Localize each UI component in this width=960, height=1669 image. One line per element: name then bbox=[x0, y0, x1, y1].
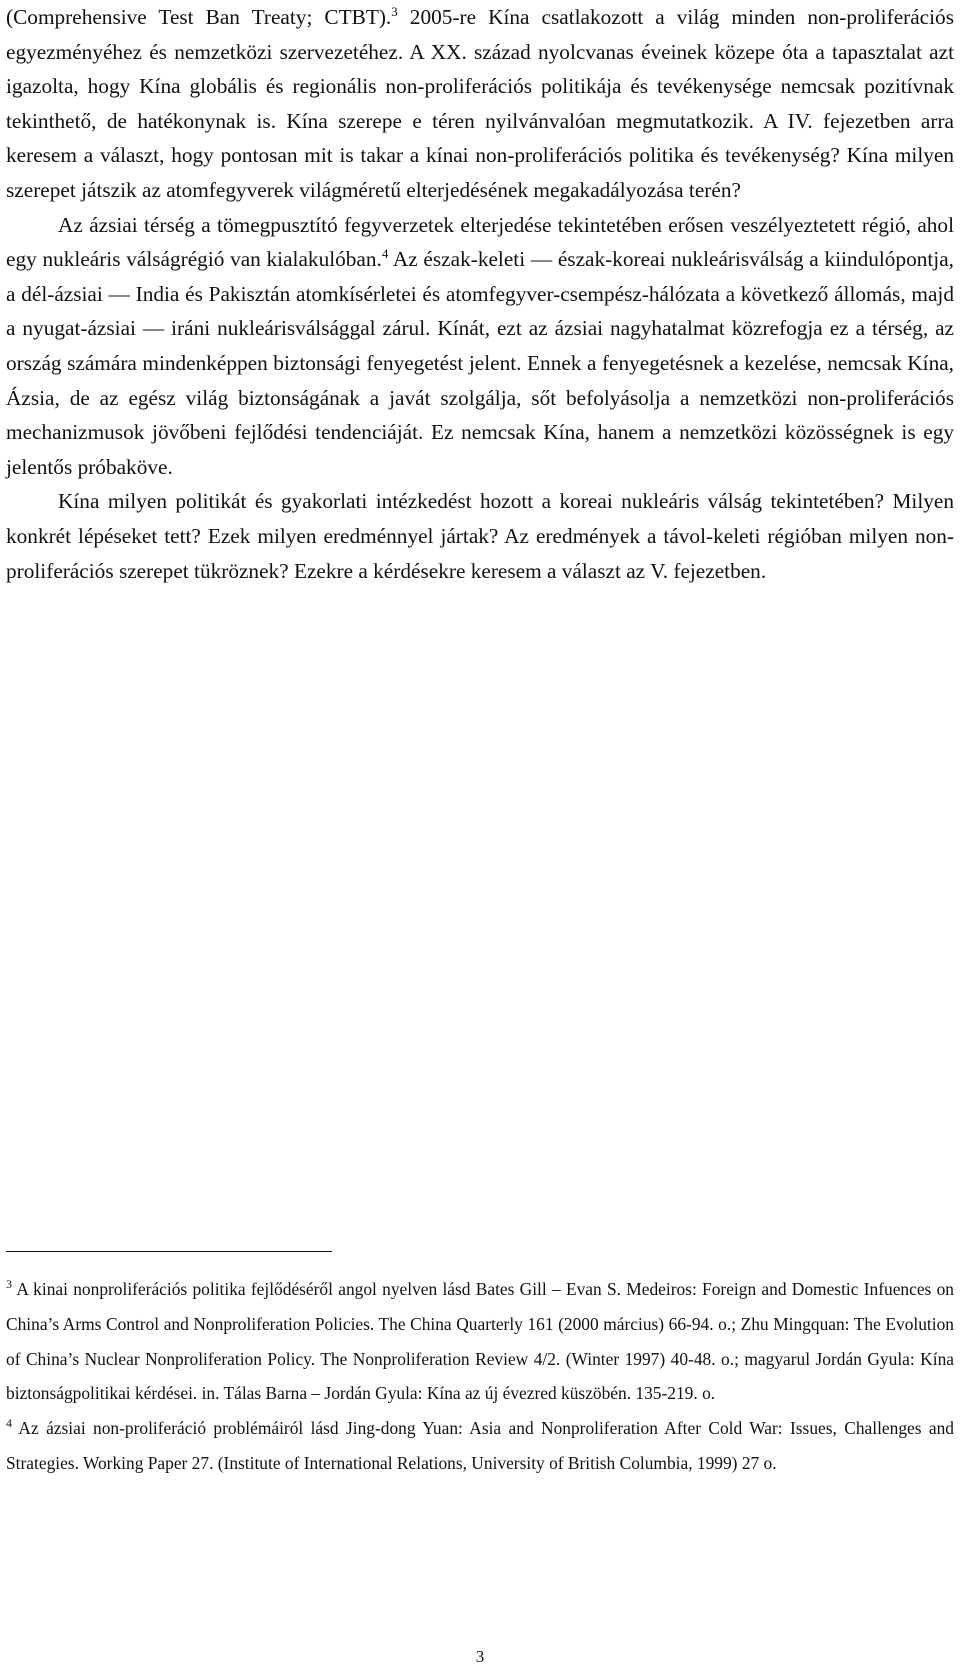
page-number: 3 bbox=[475, 1647, 485, 1666]
footnote-number: 4 bbox=[6, 1416, 12, 1431]
footnote-4 bbox=[6, 1411, 954, 1481]
paragraph-2-text-end: Az észak-keleti — észak-koreai nukleárisválság a kiindulópontja, a dél-ázsiai — India és Pakisztán atomkísérletei és atomfegyver-csempész-hálózata a következő állomás, majd a nyugat-ázsiai — iráni nukleárisválsággal zárul. Kínát, ezt az ázsiai nagyhatalmat közrefogja ez a térség, az ország számára mindenképpen biztonsági fenyegetést jelent. Ennek a fenyegetésnek a kezelése, nemcsak Kína, Ázsia, de az egész világ biztonságának a javát szolgálja, sőt befolyásolja a nemzetközi non-proliferációs mechanizmusok jövőbeni fejlődési tendenciáját. Ez nemcsak Kína, hanem a nemzetközi közösségnek is egy jelentős próbaköve. bbox=[6, 247, 955, 479]
footnote-ref-3[interactable]: 3 bbox=[391, 4, 398, 19]
paragraph-2 bbox=[6, 208, 954, 485]
paragraph-2-text-start: Az ázsiai térség a tömegpusztító fegyverzetek elterjedése tekintetében erősen veszélyeztetett régió, ahol egy nukleáris válságrégió van kialakulóban. bbox=[6, 212, 954, 272]
main-text bbox=[6, 0, 954, 588]
footnote-text: Az ázsiai non-proliferáció problémáiról lásd Jing-dong Yuan: Asia and Nonproliferation After Cold War: Issues, Challenges and Strategies. Working Paper 27. (Institute of International Relations, University of British Columbia, 1999) 27 o. bbox=[6, 1418, 954, 1473]
paragraph-3: Kína milyen politikát és gyakorlati intézkedést hozott a koreai nukleáris válság tekintetében? Milyen konkrét lépéseket tett? Ezek milyen eredménnyel jártak? Az eredmények a távol-keleti régióban milyen non-proliferációs szerepet tükröznek? Ezekre a kérdésekre keresem a választ az V. fejezetben. bbox=[6, 489, 954, 583]
paragraph-1-text-start: (Comprehensive Test Ban Treaty; CTBT). bbox=[6, 5, 392, 29]
paragraph-1-text-end: 2005-re Kína csatlakozott a világ minden non-proliferációs egyezményéhez és nemzetközi szervezetéhez. A XX. század nyolcvanas éveinek közepe óta a tapasztalat azt igazolta, hogy Kína globális és regionális non-proliferációs politikája és tevékenysége nemcsak pozitívnak tekinthető, de hatékonynak is. Kína szerepe e téren nyilvánvalóan megmutatkozik. A IV. fejezetben arra keresem a választ, hogy pontosan mit is takar a kínai non-proliferációs politika és tevékenység? Kína milyen szerepet játszik az atomfegyverek világméretű elterjedésének megakadályozása terén? bbox=[6, 5, 954, 202]
footnote-separator bbox=[6, 1251, 332, 1252]
footnote-number: 3 bbox=[6, 1277, 12, 1291]
footnotes bbox=[6, 1272, 954, 1481]
footnote-text: A kinai nonproliferációs politika fejlődéséről angol nyelven lásd Bates Gill – Evan S. Medeiros: Foreign and Domestic Infuences on China’s Arms Control and Nonproliferation Policies. The China Quarterly 161 (2000 március) 66-94. o.; Zhu Mingquan: The Evolution of China’s Nuclear Nonproliferation Policy. The Nonproliferation Review 4/2. (Winter 1997) 40-48. o.; magyarul Jordán Gyula: Kína biztonságpolitikai kérdései. in. Tálas Barna – Jordán Gyula: Kína az új évezred küszöbén. 135-219. o. bbox=[6, 1279, 954, 1404]
footnote-ref-4[interactable]: 4 bbox=[381, 246, 389, 262]
paragraph-1 bbox=[6, 0, 954, 208]
footnote-3 bbox=[6, 1272, 954, 1411]
